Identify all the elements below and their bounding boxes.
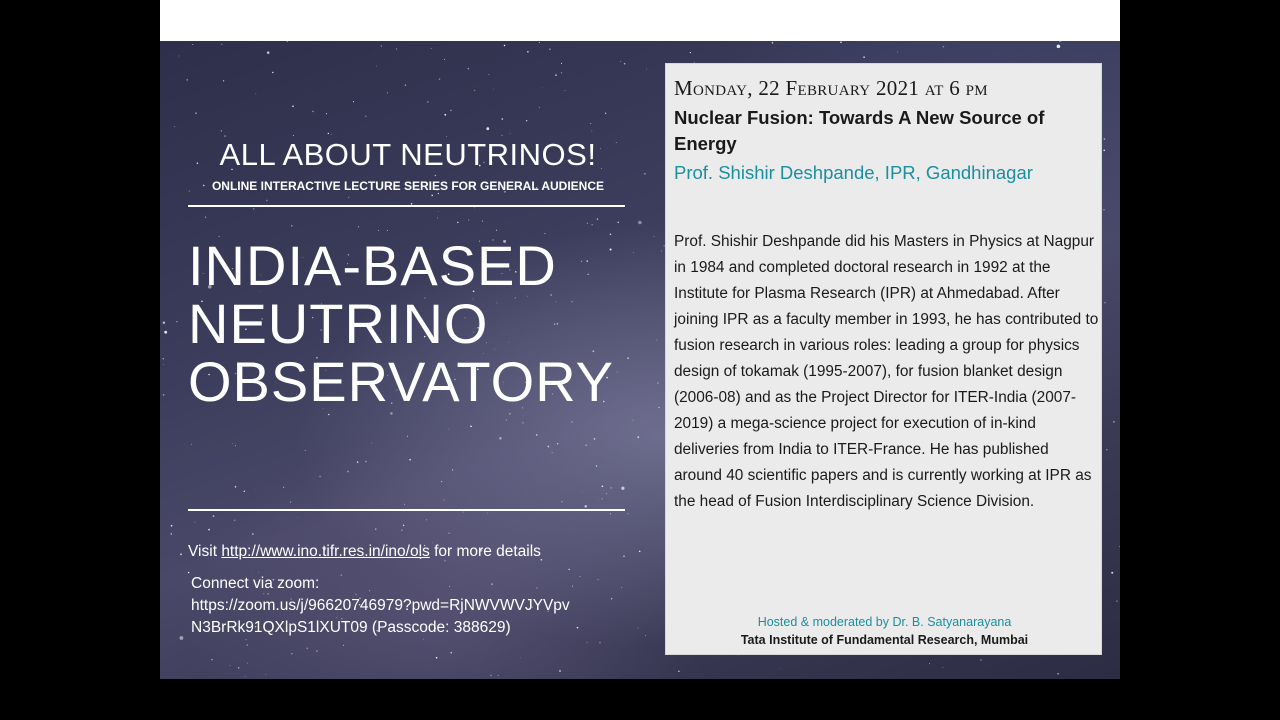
series-title: ALL ABOUT NEUTRINOS! — [219, 137, 597, 172]
star — [1057, 673, 1058, 674]
star — [1103, 209, 1104, 210]
star — [1104, 138, 1106, 140]
visit-prefix: Visit — [188, 543, 222, 560]
institution-line: Tata Institute of Fundamental Research, Mumbai — [740, 633, 1029, 647]
top-white-band — [160, 0, 1120, 41]
star — [180, 553, 182, 555]
talk-title: Nuclear Fusion: Towards A New Source of Energy — [674, 107, 1045, 154]
star — [174, 126, 175, 127]
star — [170, 533, 171, 534]
poster-left-column — [188, 41, 658, 679]
star — [1059, 41, 1061, 42]
star — [180, 636, 184, 640]
zoom-url-line-2[interactable]: N3BrRk91QXlpS1lXUT09 (Passcode: 388629) — [191, 619, 511, 636]
observatory-title-line-1: INDIA-BASED — [188, 234, 557, 297]
star — [772, 42, 774, 44]
star — [1116, 600, 1117, 601]
star — [1111, 572, 1113, 574]
star — [780, 668, 781, 669]
star — [658, 407, 659, 408]
star — [1057, 45, 1061, 49]
star — [1113, 421, 1115, 423]
star — [164, 331, 167, 334]
star — [840, 41, 842, 43]
visit-line — [188, 543, 658, 561]
zoom-url-line-1[interactable]: https://zoom.us/j/96620746979?pwd=RjNWVWVJYVpv — [191, 597, 570, 614]
star — [690, 52, 691, 53]
star — [163, 322, 165, 324]
star — [163, 364, 164, 365]
divider-top — [188, 205, 625, 207]
star — [1104, 302, 1105, 303]
star — [980, 659, 982, 661]
observatory-title-line-2: NEUTRINO — [188, 292, 489, 355]
star — [1103, 149, 1105, 151]
ols-website-link[interactable]: http://www.ino.tifr.res.in/ino/ols — [221, 543, 430, 560]
star — [1119, 546, 1120, 547]
divider-bottom — [188, 509, 625, 511]
observatory-title-line-3: OBSERVATORY — [188, 350, 614, 413]
visit-suffix: for more details — [429, 543, 541, 560]
zoom-info — [191, 573, 661, 639]
talk-details-card — [665, 63, 1102, 655]
star — [942, 667, 943, 668]
star — [943, 46, 944, 47]
talk-date: Monday, 22 February 2021 at 6 pm — [674, 76, 988, 100]
star — [678, 671, 679, 672]
star — [171, 525, 173, 527]
star — [1106, 449, 1107, 450]
series-subtitle: ONLINE INTERACTIVE LECTURE SERIES FOR GENERAL AUDIENCE — [211, 179, 605, 193]
star — [897, 52, 898, 53]
host-line: Hosted & moderated by Dr. B. Satyanarayana — [757, 615, 1012, 629]
star — [176, 321, 177, 322]
star — [929, 663, 930, 664]
speaker-bio: Prof. Shishir Deshpande did his Masters in Physics at Nagpur in 1984 and completed doctoral research in 1992 at the Institute for Plasma Research (IPR) at Ahmedabad. After joining IPR as a faculty member in 1993, he has contributed to fusion research in various roles: leading a group for physics design of tokamak (1995-2007), for fusion blanket design (2006-08) and as the Project Director for ITER-India (2007-2019) a mega-science project for execution of in-kind deliveries from India to ITER-France. He has published around 40 scientific papers and is currently working at IPR as the head of Fusion Interdisciplinary Science Division. — [674, 233, 1099, 510]
star — [179, 56, 180, 57]
star — [661, 251, 662, 252]
lecture-poster — [160, 41, 1120, 679]
zoom-label: Connect via zoom: — [191, 575, 320, 592]
star — [163, 358, 164, 359]
observatory-title — [188, 234, 658, 413]
star — [863, 56, 865, 58]
star — [163, 394, 165, 396]
speaker-name: Prof. Shishir Deshpande, IPR, Gandhinagar — [674, 162, 1033, 183]
